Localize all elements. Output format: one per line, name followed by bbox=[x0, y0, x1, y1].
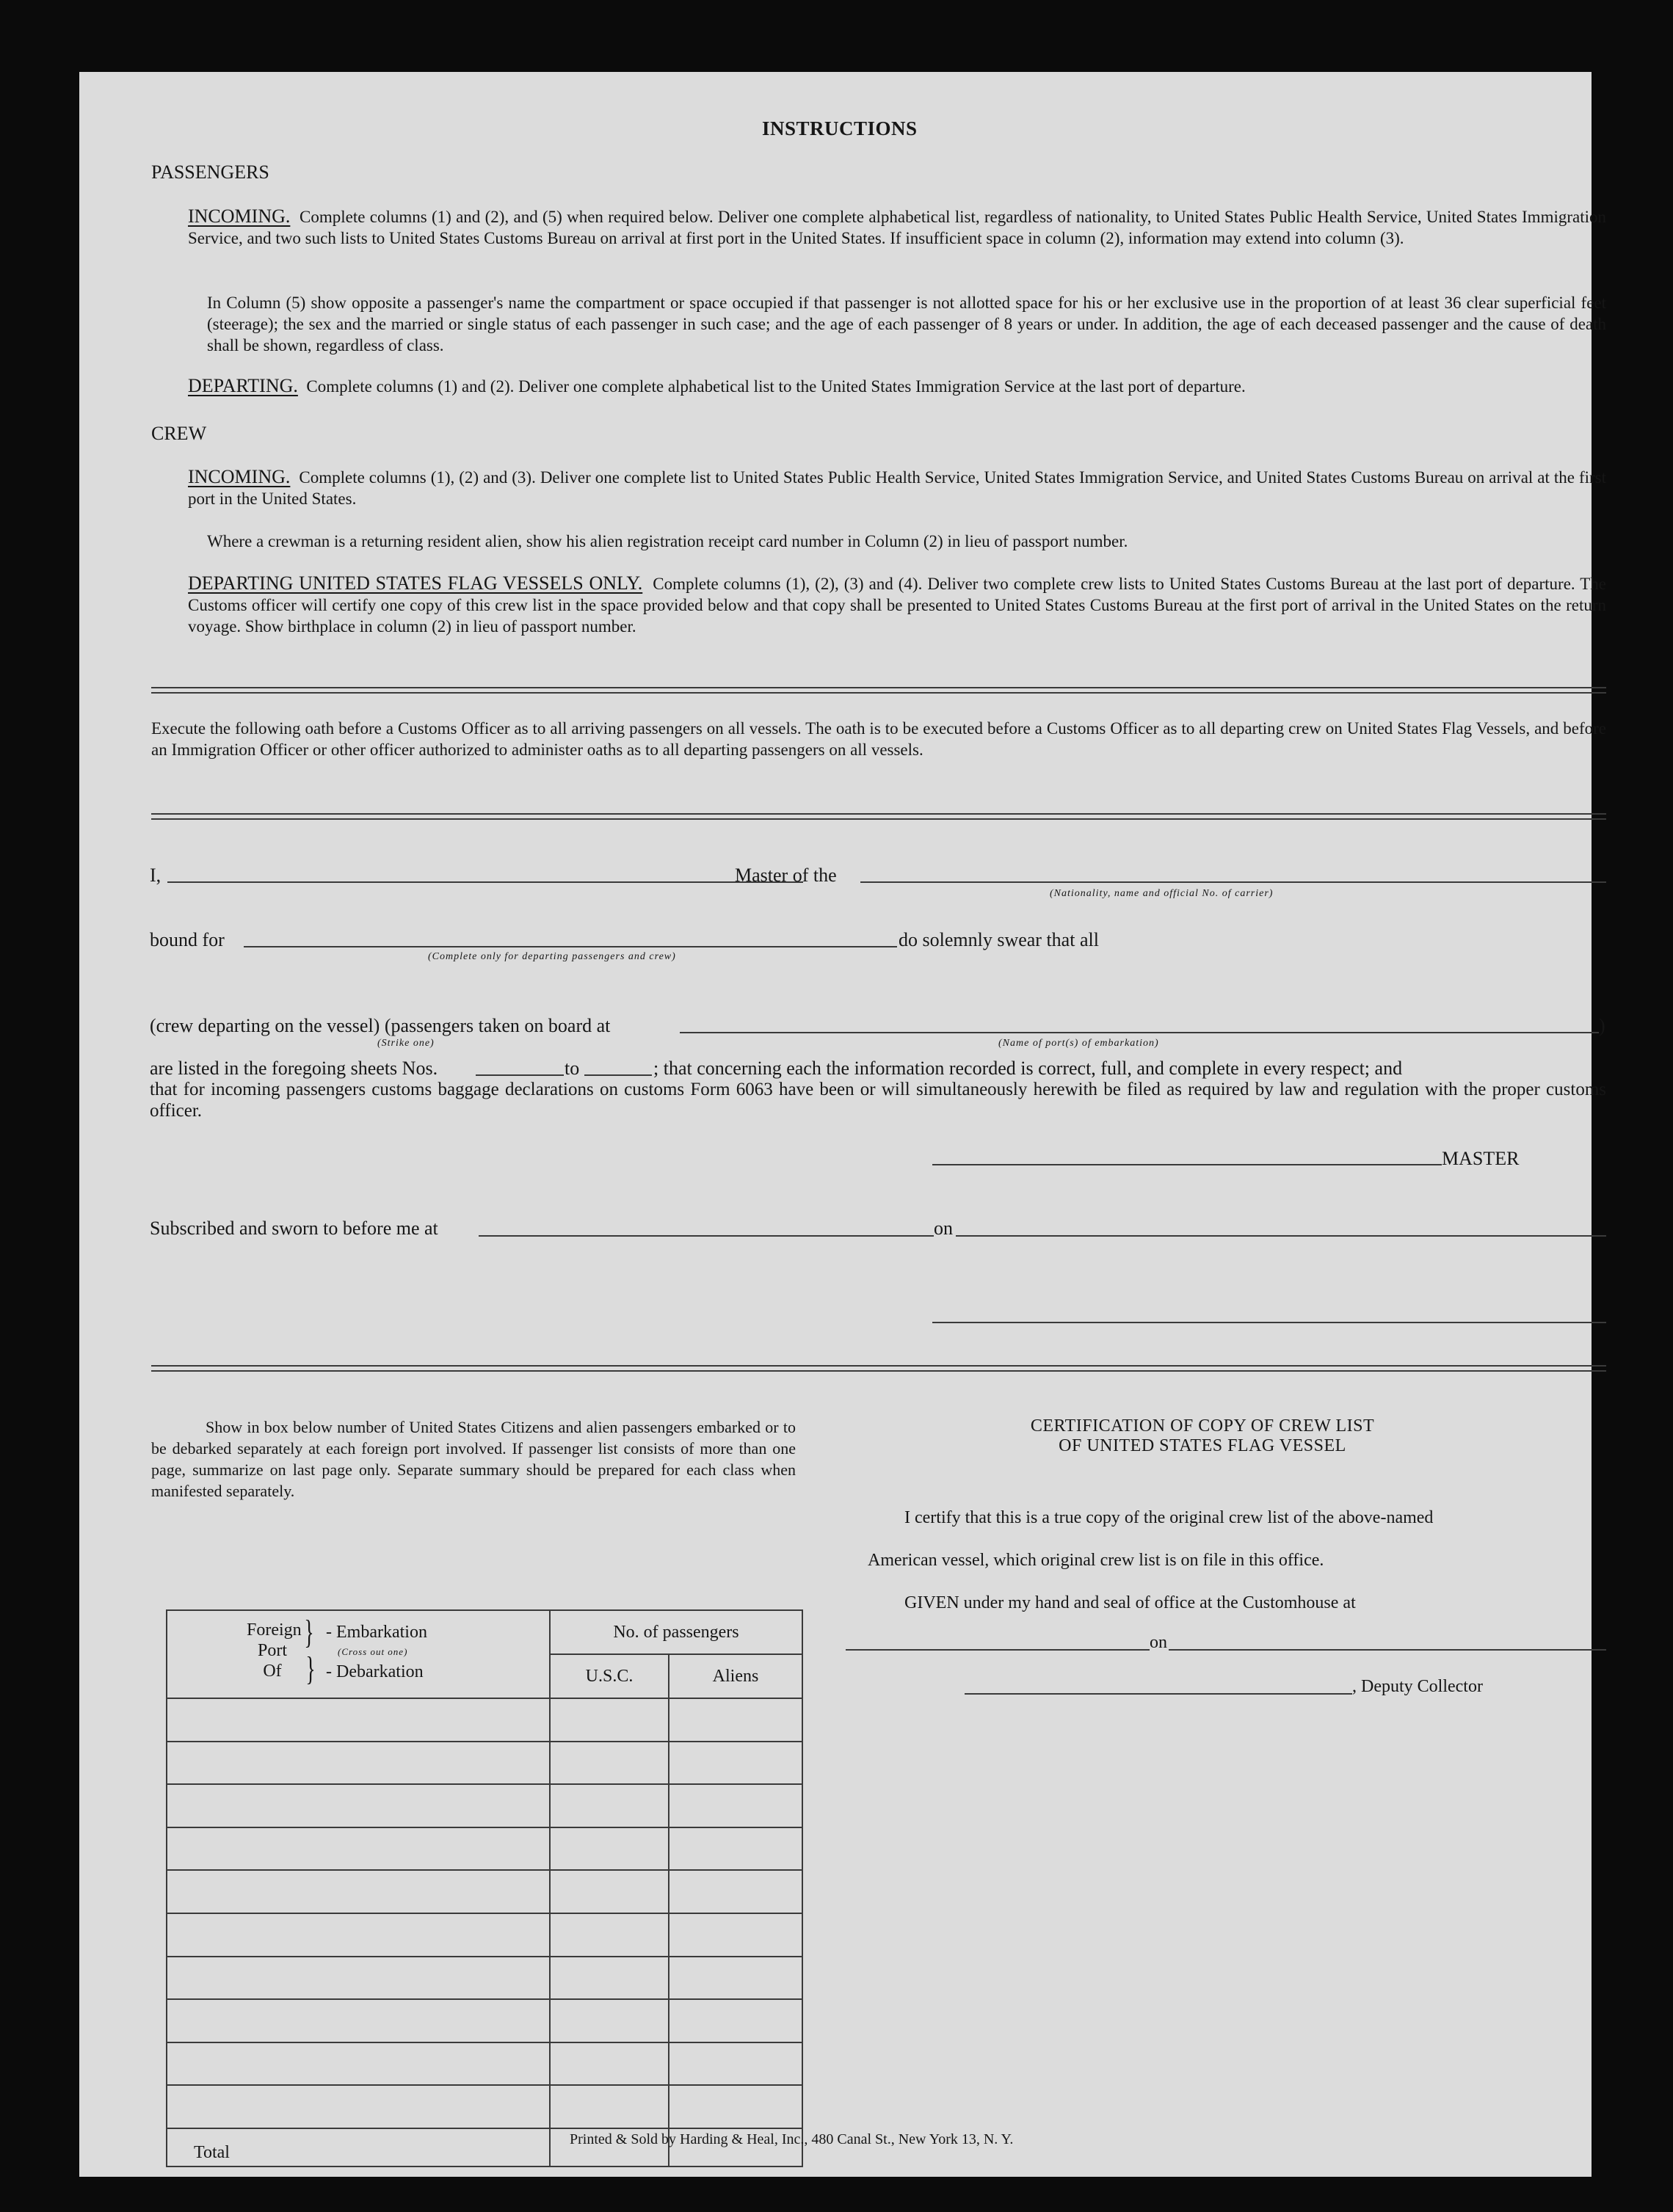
usc-cell[interactable] bbox=[550, 1742, 669, 1785]
usc-cell[interactable] bbox=[550, 2085, 669, 2128]
aliens-cell[interactable] bbox=[669, 1742, 802, 1785]
usc-cell[interactable] bbox=[550, 1827, 669, 1871]
bound-for-label: bound for bbox=[150, 929, 225, 950]
aliens-cell[interactable] bbox=[669, 1999, 802, 2042]
carrier-field[interactable] bbox=[860, 881, 1606, 883]
oath-intro: Execute the following oath before a Customs Officer as to all arriving passengers on all vessels. The oath is to be executed before a Customs Officer as to all departing crew on United States Flag Vessels, and before an Immigration Officer or other officer authorized to administer oaths as to all departing passengers on all vessels. bbox=[151, 719, 1606, 759]
given-line: GIVEN under my hand and seal of office at the Customhouse at bbox=[904, 1593, 1356, 1612]
departing-note: (Complete only for departing passengers and crew) bbox=[428, 951, 676, 962]
flag-vessels-label: DEPARTING UNITED STATES FLAG VESSELS ONLY. bbox=[188, 572, 643, 594]
sheet-to-field[interactable] bbox=[584, 1074, 652, 1076]
crew-incoming-label: INCOMING. bbox=[188, 466, 291, 487]
usc-header: U.S.C. bbox=[550, 1654, 669, 1698]
i-label: I, bbox=[150, 865, 162, 886]
crewman-paragraph: Where a crewman is a returning resident alien, show his alien registration receipt card number in Column (2) in lieu of passport number. bbox=[207, 532, 1128, 550]
divider bbox=[151, 1365, 1606, 1372]
embarkation-port-field[interactable] bbox=[680, 1032, 1599, 1033]
certification-date-field[interactable] bbox=[1169, 1649, 1606, 1651]
incoming-label: INCOMING. bbox=[188, 205, 291, 227]
port-header-cell bbox=[167, 1610, 550, 1698]
master-of-the-label: Master of the bbox=[735, 865, 837, 886]
carrier-note: (Nationality, name and official No. of carrier) bbox=[1050, 888, 1274, 899]
departing-label: DEPARTING. bbox=[188, 375, 298, 396]
flag-vessels-text: Complete columns (1), (2), (3) and (4). Deliver two complete crew lists to United States Customs Bureau at the last port of departure. The Customs officer will certify one copy of this crew list in the space provided below and that copy shall be presented to United States Customs Bureau at the first port of arrival in the United States on the return voyage. Show birthplace in column (2) in lieu of passport number. bbox=[188, 575, 1606, 636]
deputy-signature-field[interactable] bbox=[965, 1693, 1352, 1695]
divider bbox=[151, 687, 1606, 694]
usc-cell[interactable] bbox=[550, 1698, 669, 1742]
statement-continuation: that for incoming passengers customs baggage declarations on customs Form 6063 have been or will simultaneously herewith be filed as required by law and regulation with the proper customs officer. bbox=[150, 1080, 1606, 1121]
aliens-cell[interactable] bbox=[669, 2085, 802, 2128]
port-cell[interactable] bbox=[167, 1784, 550, 1827]
usc-cell[interactable] bbox=[550, 2042, 669, 2086]
passengers-incoming-paragraph bbox=[188, 205, 1606, 249]
summary-instructions bbox=[151, 1416, 796, 1502]
passengers-departing-paragraph bbox=[188, 375, 1606, 397]
crew-passengers-label: (crew departing on the vessel) (passengers taken on board at bbox=[150, 1015, 611, 1036]
listed-rest: ; that concerning each the information recorded is correct, full, and complete in every respect; and bbox=[653, 1058, 1403, 1079]
port-cell[interactable] bbox=[167, 1742, 550, 1785]
usc-cell[interactable] bbox=[550, 1957, 669, 2000]
certify-line2: American vessel, which original crew list is on file in this office. bbox=[868, 1551, 1324, 1570]
certification-on-label: on bbox=[1150, 1633, 1167, 1652]
port-cell[interactable] bbox=[167, 1827, 550, 1871]
port-cell[interactable] bbox=[167, 1957, 550, 2000]
printer-credit: Printed & Sold by Harding & Heal, Inc., 480 Canal St., New York 13, N. Y. bbox=[570, 2131, 1014, 2147]
master-signature-field[interactable] bbox=[932, 1164, 1442, 1165]
passengers-heading: PASSENGERS bbox=[151, 161, 269, 183]
usc-cell[interactable] bbox=[550, 1784, 669, 1827]
form-sheet bbox=[79, 72, 1607, 2177]
usc-cell[interactable] bbox=[550, 1870, 669, 1913]
aliens-cell[interactable] bbox=[669, 2042, 802, 2086]
column5-paragraph: In Column (5) show opposite a passenger's name the compartment or space occupied if that passenger is not allotted space for his or her exclusive use in the proportion of at least 36 clear superficial feet (steerage); the sex and the married or single status of each passenger in such case; and the age of each passenger of 8 years or under. In addition, the age of each deceased passenger and the cause of death shall be shown, regardless of class. bbox=[207, 294, 1606, 354]
bound-for-field[interactable] bbox=[244, 946, 897, 947]
page-title: INSTRUCTIONS bbox=[762, 117, 918, 139]
aliens-header: Aliens bbox=[669, 1654, 802, 1698]
certification-title bbox=[901, 1416, 1503, 1456]
brace-icon: } bbox=[304, 1613, 314, 1651]
close-paren: ) bbox=[1599, 1015, 1605, 1036]
crew-incoming-paragraph bbox=[188, 466, 1606, 509]
divider bbox=[151, 813, 1606, 820]
listed-label: are listed in the foregoing sheets Nos. bbox=[150, 1058, 438, 1079]
of-label: Of bbox=[263, 1662, 282, 1681]
sheet-from-field[interactable] bbox=[476, 1074, 564, 1076]
usc-cell[interactable] bbox=[550, 1999, 669, 2042]
certify-line1: I certify that this is a true copy of the original crew list of the above-named bbox=[904, 1508, 1434, 1527]
master-name-field[interactable] bbox=[167, 881, 803, 883]
brace-icon: } bbox=[305, 1650, 316, 1687]
port-cell[interactable] bbox=[167, 2042, 550, 2086]
cross-out-note: (Cross out one) bbox=[338, 1646, 408, 1657]
aliens-cell[interactable] bbox=[669, 1698, 802, 1742]
port-cell[interactable] bbox=[167, 1999, 550, 2042]
summary-text: Show in box below number of United States Citizens and alien passengers embarked or to be debarked separately at each foreign port involved. If passenger list consists of more than one page, summarize on last page only. Separate summary should be prepared for each class when manifested separately. bbox=[151, 1418, 796, 1500]
deputy-collector-label: , Deputy Collector bbox=[1352, 1677, 1483, 1696]
total-label: Total bbox=[167, 2128, 550, 2166]
customhouse-field[interactable] bbox=[846, 1649, 1150, 1651]
crew-incoming-text: Complete columns (1), (2) and (3). Deliver one complete list to United States Public Health Service, United States Immigration Service, and United States Customs Bureau on arrival at the first port in the United States. bbox=[188, 468, 1607, 508]
foreign-label: Foreign bbox=[247, 1620, 302, 1640]
incoming-text: Complete columns (1) and (2), and (5) when required below. Deliver one complete alphabetical list, regardless of nationality, to United States Public Health Service, United States Immigration Service, and two such lists to United States Customs Bureau on arrival at first port in the United States. If insufficient space in column (2), information may extend into column (3). bbox=[188, 208, 1607, 247]
master-label: MASTER bbox=[1442, 1148, 1520, 1169]
subscribed-label: Subscribed and sworn to before me at bbox=[150, 1218, 438, 1239]
aliens-cell[interactable] bbox=[669, 1957, 802, 2000]
passenger-summary-table bbox=[166, 1609, 803, 2167]
port-cell[interactable] bbox=[167, 1698, 550, 1742]
port-cell[interactable] bbox=[167, 1870, 550, 1913]
port-label: Port bbox=[257, 1641, 287, 1660]
officer-signature-field[interactable] bbox=[932, 1322, 1606, 1323]
swear-label: do solemnly swear that all bbox=[899, 929, 1099, 950]
sworn-date-field[interactable] bbox=[956, 1235, 1606, 1237]
no-passengers-header: No. of passengers bbox=[550, 1610, 802, 1654]
flag-vessels-paragraph bbox=[188, 572, 1606, 637]
aliens-cell[interactable] bbox=[669, 1870, 802, 1913]
crew-heading: CREW bbox=[151, 423, 207, 444]
debarkation-label[interactable]: - Debarkation bbox=[326, 1662, 424, 1681]
port-cell[interactable] bbox=[167, 2085, 550, 2128]
aliens-cell[interactable] bbox=[669, 1913, 802, 1957]
to-label: to bbox=[565, 1058, 580, 1079]
embarkation-label[interactable]: - Embarkation bbox=[326, 1623, 427, 1642]
departing-text: Complete columns (1) and (2). Deliver one complete alphabetical list to the United States Immigration Service at the last port of departure. bbox=[306, 377, 1246, 396]
strike-one-note: (Strike one) bbox=[377, 1038, 435, 1049]
usc-cell[interactable] bbox=[550, 1913, 669, 1957]
aliens-cell[interactable] bbox=[669, 1784, 802, 1827]
port-note: (Name of port(s) of embarkation) bbox=[998, 1038, 1159, 1049]
certification-title-line2: OF UNITED STATES FLAG VESSEL bbox=[1059, 1436, 1346, 1455]
certification-title-line1: CERTIFICATION OF COPY OF CREW LIST bbox=[1030, 1416, 1375, 1436]
port-cell[interactable] bbox=[167, 1913, 550, 1957]
on-label: on bbox=[934, 1218, 953, 1239]
sworn-place-field[interactable] bbox=[479, 1235, 934, 1237]
aliens-cell[interactable] bbox=[669, 1827, 802, 1871]
